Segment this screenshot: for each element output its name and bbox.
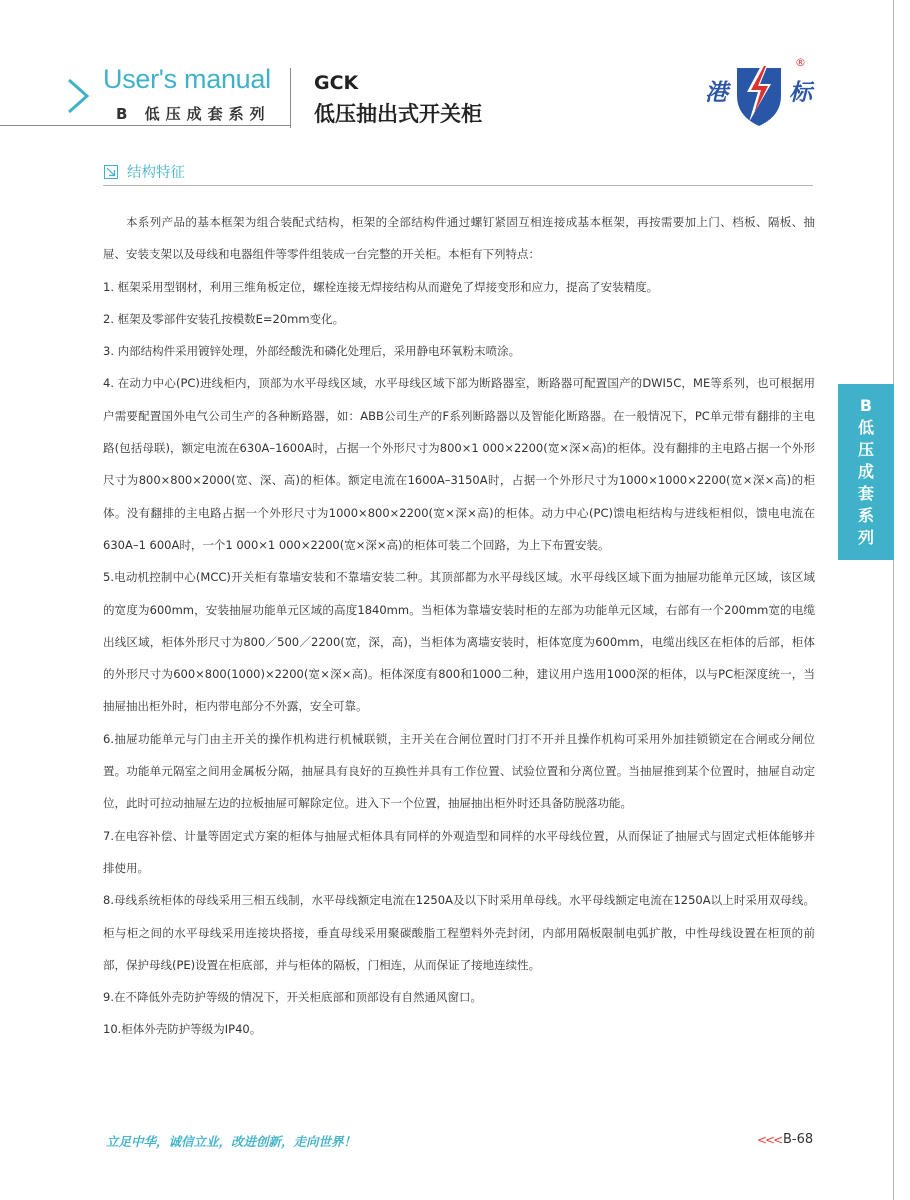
feature-item-6: 6.抽屉功能单元与门由主开关的操作机构进行机械联锁，主开关在合闸位置时门打不开并且操作机构可采用外加挂锁锁定在合闸或分闸位置。功能单元隔室之间用金属板分隔，抽屉具有良好的互换性并具有工作位置、试验位置和分离位置。当抽屉推到某个位置时，抽屉自动定位，此时可拉动抽屉左边的拉板抽屉可解除定位。进入下一个位置，抽屉抽出柜外时还具备防脱落功能。 (103, 731, 815, 811)
company-logo (705, 54, 825, 132)
logo-char-left: 港 (705, 79, 728, 106)
side-tab-label: B低压成套系列 (857, 396, 874, 547)
body-content (103, 206, 815, 1046)
footer-slogan: 立足中华，诚信立业，改进创新，走向世界！ (106, 1134, 357, 1149)
feature-item-7: 7.在电容补偿、计量等固定式方案的柜体与抽屉式柜体具有同样的外观造型和同样的水平母线位置，从而保证了抽屉式与固定式柜体能够并排使用。 (103, 828, 815, 875)
section-title: 结构特征 (127, 165, 185, 181)
footer-arrows: <<< (757, 1133, 782, 1147)
section-divider (103, 185, 813, 186)
arrow-box-icon (104, 165, 118, 179)
intro-paragraph: 本系列产品的基本框架为组合装配式结构，柜架的全部结构件通过螺钉紧固互相连接成基本框架，再按需要加上门、档板、隔板、抽屉、安装支架以及母线和电器组件等零件组装成一台完整的开关柜。本柜有下列特点： (103, 215, 815, 262)
feature-item-4: 4. 在动力中心(PC)进线柜内，顶部为水平母线区域，水平母线区域下部为断路器室，断路器可配置国产的DWI5C，ME等系列，也可根据用户需要配置国外电气公司生产的各种断路器，如：ABB公司生产的F系列断路器以及智能化断路器。在一般情况下，PC单元带有翻排的主电路(包括母联)，额定电流在630A–1600A时，占据一个外形尺寸为800×1 000×2200(宽×深×高)的柜体。没有翻排的主电路占据一个外形尺寸为800×800×2000(宽、深、高)的柜体。额定电流在1600A–3150A时，占据一个外形尺寸为1000×1000×2200(宽×深×高)的柜体。没有翻排的主电路占据一个外形尺寸为1000×800×2200(宽×深×高)的柜体。动力中心(PC)馈电柜结构与进线柜相似，馈电电流在630A–1 600A时，一个1 000×1 000×2200(宽×深×高)的柜体可装二个回路，为上下布置安装。 (103, 376, 815, 552)
registered-mark: ® (795, 56, 806, 69)
chevron-right-icon (63, 76, 95, 116)
brand-title: User's manual (103, 64, 271, 94)
feature-item-10: 10.柜体外壳防护等级为IP40。 (103, 1022, 262, 1037)
page-frame-line (893, 0, 894, 1200)
product-name: 低压抽出式开关柜 (314, 102, 482, 126)
feature-item-2: 2. 框架及零部件安装孔按模数E=20mm变化。 (103, 311, 345, 326)
logo-char-right: 标 (789, 79, 812, 106)
brand-subtitle: B 低压成套系列 (116, 105, 271, 123)
page-number: B-68 (783, 1132, 814, 1147)
shield-lightning-icon (733, 58, 785, 128)
feature-item-1: 1. 框架采用型钢材，利用三维角板定位，螺栓连接无焊接结构从而避免了焊接变形和应力，提高了安装精度。 (103, 279, 659, 294)
feature-item-9: 9.在不降低外壳防护等级的情况下，开关柜底部和顶部设有自然通风窗口。 (103, 990, 482, 1005)
header-divider (290, 68, 291, 128)
feature-item-5: 5.电动机控制中心(MCC)开关柜有靠墙安装和不靠墙安装二种。其顶部都为水平母线区域。水平母线区域下面为抽屉功能单元区域，该区域的宽度为600mm，安装抽屉功能单元区域的高度1840mm。当柜体为靠墙安装时柜的左部为功能单元区域，右部有一个200mm宽的电缆出线区域，柜体外形尺寸为800／500／2200(宽，深，高)，当柜体为离墙安装时，柜体宽度为600mm，电缆出线区在柜体的后部，柜体的外形尺寸为600×800(1000)×2200(宽×深×高)。柜体深度有800和1000二种，建议用户选用1000深的柜体，以与PC柜深度统一，当抽屉抽出柜外时，柜内带电部分不外露，安全可靠。 (103, 570, 815, 714)
product-code: GCK (314, 72, 359, 94)
feature-item-3: 3. 内部结构件采用镀锌处理，外部经酸洗和磷化处理后，采用静电环氧粉末喷涂。 (103, 344, 521, 359)
side-tab (838, 384, 894, 560)
feature-item-8: 8.母线系统柜体的母线采用三相五线制，水平母线额定电流在1250A及以下时采用单母线。水平母线额定电流在1250A以上时采用双母线。柜与柜之间的水平母线采用连接块搭接，垂直母线采用聚碳酸脂工程塑料外壳封闭，内部用隔板限制电弧扩散，中性母线设置在柜顶的前部，保护母线(PE)设置在柜底部，并与柜体的隔板，门相连，从而保证了接地连续性。 (103, 893, 815, 972)
header-underline (0, 125, 290, 126)
